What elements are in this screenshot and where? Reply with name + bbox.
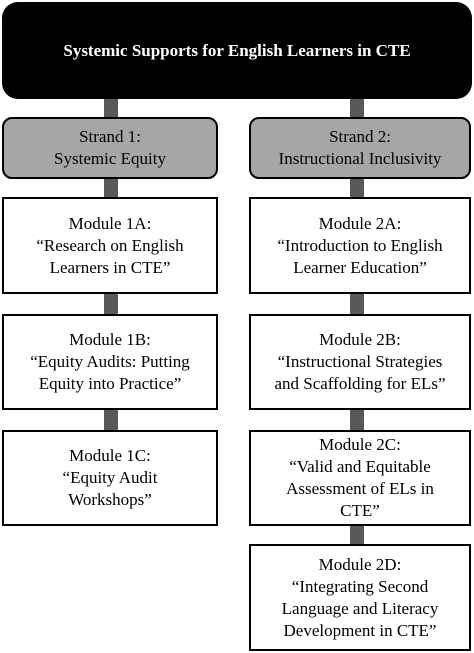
module-1c-title-line-1: “Equity Audit	[62, 468, 158, 487]
module-2c-title-line-2: Assessment of ELs in	[286, 479, 434, 498]
module-2a-box	[249, 197, 471, 294]
module-1a-label: Module 1A:	[68, 213, 152, 233]
module-2c-title-line-1: “Valid and Equitable	[289, 457, 431, 476]
module-2b-box	[249, 314, 471, 410]
module-1b-title-line-1: “Equity Audits: Putting	[30, 352, 190, 371]
module-2b-title-line-1: “Instructional Strategies	[277, 352, 443, 371]
module-1a-box	[2, 197, 218, 294]
module-1a-title-line-1: “Research on English	[36, 235, 184, 255]
strand-1-box	[2, 117, 218, 179]
module-1b-title-line-2: Equity into Practice”	[38, 374, 182, 393]
strand-2-box	[249, 117, 471, 179]
connector-strand2-module2a	[350, 179, 364, 197]
module-2d-box	[249, 544, 471, 651]
module-2a-label: Module 2A:	[318, 213, 402, 233]
strand-1-label: Strand 1:	[79, 127, 141, 146]
diagram-title-text: Systemic Supports for English Learners in CTE	[63, 40, 411, 60]
module-2c-title-line-3: CTE”	[340, 501, 380, 520]
module-2a-title-line-2: Learner Education”	[293, 257, 427, 277]
connector-title-strand2	[350, 99, 364, 117]
module-2d-title-line-2: Language and Literacy	[281, 598, 439, 618]
connector-module2b-module2c	[350, 410, 364, 430]
module-1b-label: Module 1B:	[69, 330, 151, 349]
module-2d-label: Module 2D:	[318, 554, 402, 574]
strand-2-label: Strand 2:	[329, 127, 391, 146]
diagram-title	[2, 2, 472, 99]
module-2c-label: Module 2C:	[319, 435, 401, 454]
connector-module2c-module2d	[350, 526, 364, 544]
strand-1-name: Systemic Equity	[54, 149, 166, 168]
module-1c-label: Module 1C:	[69, 446, 151, 465]
module-1b-box	[2, 314, 218, 410]
connector-strand1-module1a	[104, 179, 118, 197]
module-2d-title-line-3: Development in CTE”	[283, 620, 437, 640]
module-2b-label: Module 2B:	[319, 330, 401, 349]
connector-module1a-module1b	[104, 294, 118, 314]
module-1c-box	[2, 430, 218, 526]
module-1a-title-line-2: Learners in CTE”	[49, 257, 171, 277]
module-1c-title-line-2: Workshops”	[68, 490, 152, 509]
module-2d-title-line-1: “Integrating Second	[291, 576, 429, 596]
module-2a-title-line-1: “Introduction to English	[277, 235, 443, 255]
connector-module1b-module1c	[104, 410, 118, 430]
module-2b-title-line-2: and Scaffolding for ELs”	[274, 374, 446, 393]
module-2c-box	[249, 430, 471, 526]
connector-module2a-module2b	[350, 294, 364, 314]
connector-title-strand1	[104, 99, 118, 117]
strand-2-name: Instructional Inclusivity	[278, 149, 442, 168]
